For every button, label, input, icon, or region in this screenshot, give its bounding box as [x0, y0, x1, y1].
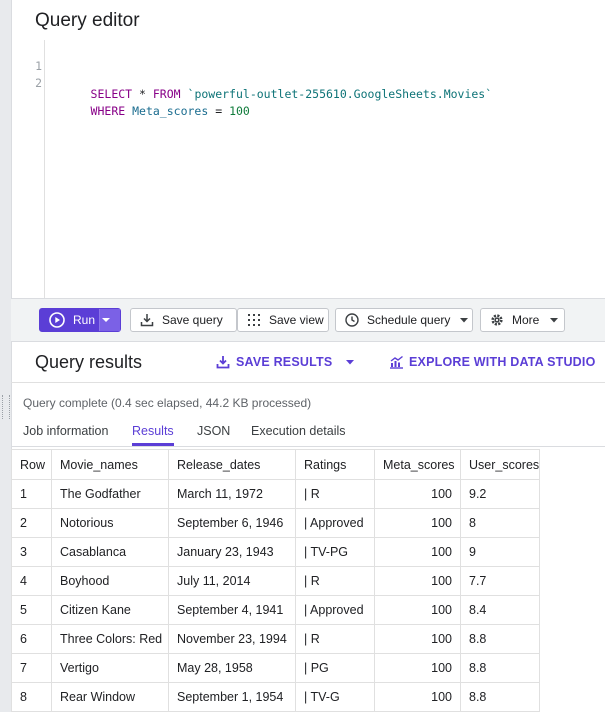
- tab-execution-details[interactable]: Execution details: [251, 424, 346, 438]
- active-tab-indicator: [132, 443, 174, 446]
- resize-handle[interactable]: [2, 395, 10, 419]
- query-status: Query complete (0.4 sec elapsed, 44.2 KB processed): [23, 396, 312, 410]
- release-date-cell: September 4, 1941: [169, 596, 296, 625]
- column-header-ratings[interactable]: Ratings: [296, 450, 375, 480]
- user-score-cell: 8.8: [461, 625, 540, 654]
- row-number-cell: 7: [12, 654, 52, 683]
- rating-cell: | R: [296, 480, 375, 509]
- user-score-cell: 9.2: [461, 480, 540, 509]
- sql-star: *: [132, 87, 153, 101]
- table-row[interactable]: [12, 538, 540, 567]
- save-view-label: Save view: [269, 313, 324, 327]
- column-header-row[interactable]: Row: [12, 450, 52, 480]
- movie-name-cell: Rear Window: [52, 683, 169, 712]
- tab-json[interactable]: JSON: [197, 424, 231, 438]
- line-number: 2: [35, 76, 42, 90]
- rating-cell: | Approved: [296, 509, 375, 538]
- row-number-cell: 4: [12, 567, 52, 596]
- chart-icon: [389, 355, 404, 369]
- rating-cell: | R: [296, 625, 375, 654]
- column-header-release-dates[interactable]: Release_dates: [169, 450, 296, 480]
- row-number-cell: 2: [12, 509, 52, 538]
- user-score-cell: 8.8: [461, 683, 540, 712]
- save-view-button[interactable]: [237, 308, 329, 332]
- release-date-cell: May 28, 1958: [169, 654, 296, 683]
- movie-name-cell: Vertigo: [52, 654, 169, 683]
- save-query-button[interactable]: [130, 308, 237, 332]
- release-date-cell: September 1, 1954: [169, 683, 296, 712]
- grid-view-icon: [247, 313, 261, 327]
- column-header-movie-names[interactable]: Movie_names: [52, 450, 169, 480]
- movie-name-cell: Boyhood: [52, 567, 169, 596]
- sql-keyword: SELECT: [90, 87, 133, 101]
- results-body: [12, 480, 540, 712]
- meta-score-cell: 100: [375, 683, 461, 712]
- meta-score-cell: 100: [375, 480, 461, 509]
- meta-score-cell: 100: [375, 596, 461, 625]
- more-button[interactable]: [480, 308, 565, 332]
- clock-icon: [345, 313, 359, 327]
- column-header-meta-scores[interactable]: Meta_scores: [375, 450, 461, 480]
- meta-score-cell: 100: [375, 654, 461, 683]
- download-icon: [216, 355, 230, 369]
- sql-field: Meta_scores: [132, 104, 209, 118]
- schedule-query-button[interactable]: [335, 308, 473, 332]
- meta-score-cell: 100: [375, 509, 461, 538]
- sql-keyword: WHERE: [90, 104, 126, 118]
- release-date-cell: January 23, 1943: [169, 538, 296, 567]
- explore-data-studio-button[interactable]: [389, 355, 596, 369]
- download-icon: [140, 313, 154, 327]
- column-header-user-scores[interactable]: User_scores: [461, 450, 540, 480]
- play-icon: [49, 312, 65, 328]
- movie-name-cell: Three Colors: Red: [52, 625, 169, 654]
- movie-name-cell: The Godfather: [52, 480, 169, 509]
- movie-name-cell: Citizen Kane: [52, 596, 169, 625]
- user-score-cell: 7.7: [461, 567, 540, 596]
- table-row[interactable]: [12, 480, 540, 509]
- save-query-label: Save query: [162, 313, 223, 327]
- table-row[interactable]: [12, 625, 540, 654]
- save-results-button[interactable]: [216, 355, 354, 369]
- sql-value: 100: [229, 104, 250, 118]
- caret-down-icon: [460, 318, 468, 323]
- sql-operator: =: [208, 104, 230, 118]
- user-score-cell: 8: [461, 509, 540, 538]
- rating-cell: | TV-G: [296, 683, 375, 712]
- run-options-dropdown[interactable]: [99, 309, 120, 331]
- meta-score-cell: 100: [375, 538, 461, 567]
- rating-cell: | TV-PG: [296, 538, 375, 567]
- rating-cell: | Approved: [296, 596, 375, 625]
- caret-down-icon: [101, 317, 111, 323]
- rating-cell: | R: [296, 567, 375, 596]
- sql-keyword: FROM: [152, 87, 181, 101]
- table-row[interactable]: [12, 654, 540, 683]
- movie-name-cell: Notorious: [52, 509, 169, 538]
- table-row[interactable]: [12, 596, 540, 625]
- table-row[interactable]: [12, 567, 540, 596]
- gear-icon: [490, 313, 504, 327]
- run-button[interactable]: [39, 308, 121, 332]
- user-score-cell: 9: [461, 538, 540, 567]
- tab-job-information[interactable]: Job information: [23, 424, 109, 438]
- rating-cell: | PG: [296, 654, 375, 683]
- movie-name-cell: Casablanca: [52, 538, 169, 567]
- results-header: [11, 342, 605, 383]
- user-score-cell: 8.8: [461, 654, 540, 683]
- results-tabs: [11, 418, 605, 447]
- row-number-cell: 5: [12, 596, 52, 625]
- table-header-row: [12, 450, 540, 480]
- row-number-cell: 6: [12, 625, 52, 654]
- release-date-cell: July 11, 2014: [169, 567, 296, 596]
- results-table: [11, 449, 540, 712]
- release-date-cell: November 23, 1994: [169, 625, 296, 654]
- user-score-cell: 8.4: [461, 596, 540, 625]
- save-results-label: SAVE RESULTS: [236, 355, 333, 369]
- results-title: Query results: [35, 352, 143, 372]
- more-label: More: [512, 313, 540, 327]
- row-number-cell: 1: [12, 480, 52, 509]
- row-number-cell: 3: [12, 538, 52, 567]
- caret-down-icon: [346, 360, 354, 365]
- editor-toolbar: [11, 299, 605, 342]
- explore-label: EXPLORE WITH DATA STUDIO: [409, 355, 596, 369]
- line-number: 1: [35, 59, 42, 73]
- release-date-cell: March 11, 1972: [169, 480, 296, 509]
- table-row[interactable]: [12, 509, 540, 538]
- table-row[interactable]: [12, 683, 540, 712]
- row-number-cell: 8: [12, 683, 52, 712]
- meta-score-cell: 100: [375, 625, 461, 654]
- editor-title: Query editor: [35, 10, 140, 31]
- tab-results[interactable]: Results: [132, 424, 174, 438]
- caret-down-icon: [550, 318, 558, 323]
- sql-table-name: `powerful-outlet-255610.GoogleSheets.Movies`: [187, 87, 493, 101]
- query-editor[interactable]: [11, 40, 605, 299]
- run-label: Run: [73, 313, 96, 327]
- release-date-cell: September 6, 1946: [169, 509, 296, 538]
- schedule-query-label: Schedule query: [367, 313, 451, 327]
- code-line-1[interactable]: [11, 45, 493, 101]
- meta-score-cell: 100: [375, 567, 461, 596]
